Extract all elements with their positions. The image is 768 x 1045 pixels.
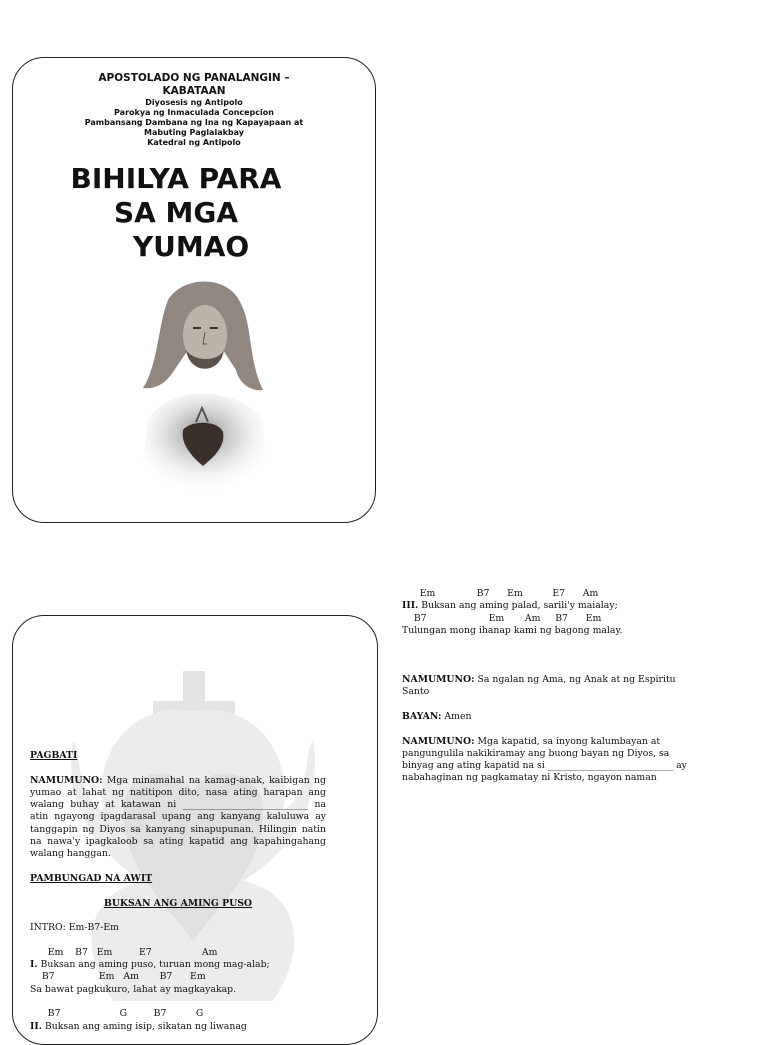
verse-2-number: II. — [30, 1020, 42, 1032]
bayan-response — [402, 711, 702, 723]
chords-verse-1a: Em B7 Em E7 Am — [30, 946, 218, 958]
vigil-text-right — [402, 588, 702, 785]
shrine-line: Pambansang Dambana ng Ina ng Kapayapaan at Mabuting Paglalakbay — [84, 118, 304, 137]
title-line-3: YUMAO — [132, 230, 250, 263]
bayan-label: BAYAN: — [402, 710, 442, 722]
inner-page — [12, 615, 378, 1045]
parish-lines — [13, 98, 375, 148]
chords-verse-2a: B7 G B7 G — [30, 1008, 204, 1020]
chords-verse-1b: B7 Em Am B7 Em — [30, 971, 206, 983]
verse-3-number: III. — [402, 600, 419, 612]
verse-2a-text: Buksan ang aming isip, sikatan ng liwanag — [41, 1020, 247, 1032]
kapatid-paragraph — [402, 736, 692, 785]
pagbati-paragraph — [30, 775, 326, 861]
sacred-heart-image — [128, 280, 278, 495]
cover-page — [12, 57, 376, 523]
verse-1a — [30, 959, 326, 971]
verse-3b: Tulungan mong ihanap kami ng bagong malay. — [402, 624, 623, 636]
chords-verse-3a: Em B7 Em E7 Am — [402, 588, 599, 599]
namumuno-label-3: NAMUMUNO: — [402, 735, 475, 747]
verse-2a — [30, 1021, 326, 1033]
namumuno-label-2: NAMUMUNO: — [402, 674, 475, 686]
verse-1b: Sa bawat pagkukuro, lahat ay magkayakap. — [30, 983, 237, 995]
kapatid-text: Mga kapatid, sa inyong kalumbayan at pangungulila nakikiramay ang buong bayan ng Diyos, sa binyag ang ating kapatid na si ___________________________ ay nabahaginan ng pagkamatay ni Kristo, ngayon naman — [402, 735, 687, 784]
verse-1a-text: Buksan ang aming puso, turuan mong mag-alab; — [37, 959, 270, 971]
title-line-2: SA MGA — [113, 196, 239, 229]
verse-1-number: I. — [30, 959, 38, 971]
title-line-1: BIHILYA PARA — [70, 162, 282, 195]
awit-heading: PAMBUNGAD NA AWIT — [30, 872, 153, 884]
verse-3a-text: Buksan ang aming palad, sarili'y maialay; — [418, 600, 618, 612]
song-title: BUKSAN ANG AMING PUSO — [103, 897, 253, 909]
pagbati-text: Mga minamahal na kamag-anak, kaibigan ng yumao at lahat ng natitipon dito, nasa ating harapan ang walang buhay at katawan ni ___________________________ na atin ngayong ipagdarasal upang ang kanyang kaluluwa ay tanggapin ng Diyos sa kanyang sinapupunan. Hilingin natin na nawa'y ipagkaloob sa ating kapatid ang kapahingahang walang hanggan. — [30, 774, 326, 860]
booklet-title — [51, 162, 301, 264]
cathedral-line: Katedral ng Antipolo — [147, 138, 241, 147]
namumuno-label: NAMUMUNO: — [30, 774, 103, 786]
pagbati-heading: PAGBATI — [30, 750, 78, 761]
sign-of-cross — [402, 674, 702, 699]
song-intro: INTRO: Em-B7-Em — [30, 922, 119, 934]
organization-title: APOSTOLADO NG PANALANGIN – KABATAAN — [98, 72, 290, 97]
verse-3a — [402, 600, 702, 612]
chords-verse-3b: B7 Em Am B7 Em — [402, 612, 602, 624]
diocese-line: Diyosesis ng Antipolo — [145, 98, 243, 107]
parish-line: Parokya ng Inmaculada Concepcion — [114, 108, 274, 117]
vigil-text-left — [30, 750, 326, 1033]
amen-text: Amen — [441, 710, 472, 722]
sign-text: Sa ngalan ng Ama, ng Anak at ng Espiritu Santo — [402, 674, 676, 698]
